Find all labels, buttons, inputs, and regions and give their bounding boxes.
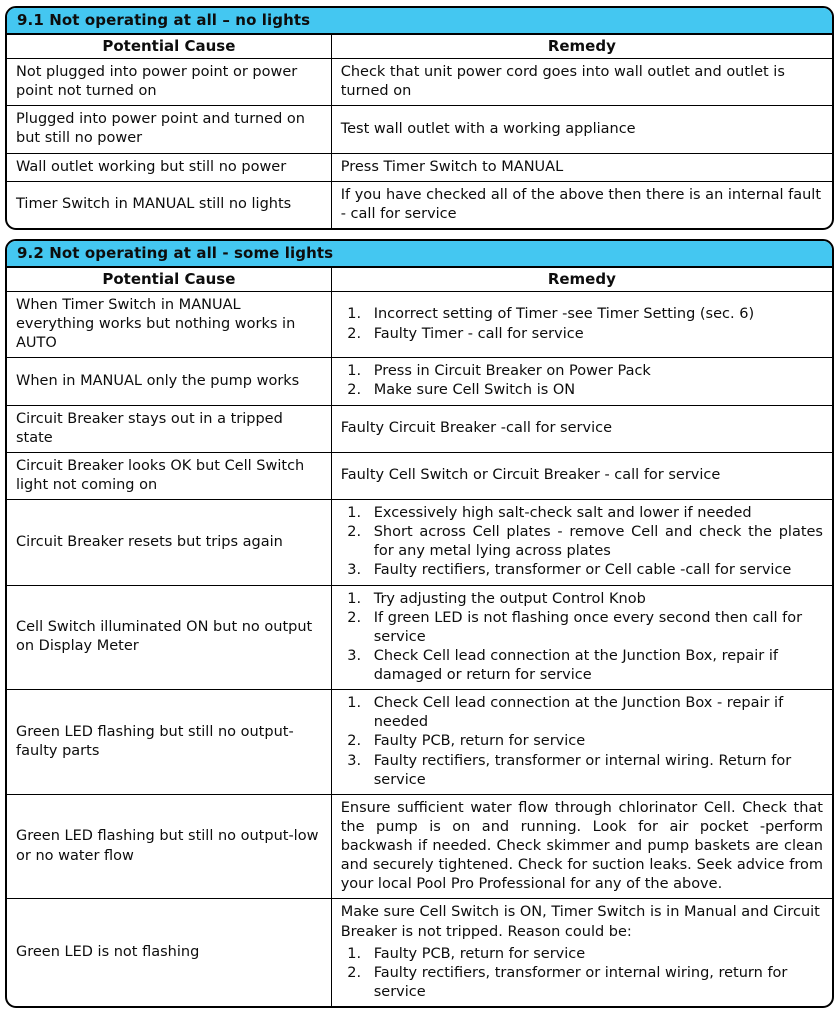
table-row bbox=[7, 794, 832, 899]
remedy-cell: Test wall outlet with a working appliance bbox=[331, 106, 832, 153]
remedy-item: 3. Faulty rectifiers, transformer or internal wiring. Return for service bbox=[366, 752, 823, 790]
cause-cell: Green LED flashing but still no output-low or no water flow bbox=[7, 794, 331, 899]
cause-cell: Timer Switch in MANUAL still no lights bbox=[7, 181, 331, 228]
remedy-item: 1. Excessively high salt-check salt and lower if needed bbox=[366, 504, 823, 523]
table-row bbox=[7, 405, 832, 452]
remedy-item: 2. If green LED is not flashing once every second then call for service bbox=[366, 609, 823, 647]
cause-cell: Plugged into power point and turned on but still no power bbox=[7, 106, 331, 153]
column-header-remedy: Remedy bbox=[331, 268, 832, 292]
remedy-list bbox=[341, 590, 823, 686]
section-9-1-title: 9.1 Not operating at all – no lights bbox=[7, 8, 832, 35]
remedy-cell bbox=[331, 690, 832, 795]
remedy-list bbox=[341, 305, 823, 343]
remedy-item: 2. Faulty rectifiers, transformer or internal wiring, return for service bbox=[366, 964, 823, 1002]
remedy-item: 1. Incorrect setting of Timer -see Timer Setting (sec. 6) bbox=[366, 305, 823, 324]
table-row bbox=[7, 585, 832, 690]
column-header-potential-cause: Potential Cause bbox=[7, 268, 331, 292]
remedy-item: 3. Check Cell lead connection at the Junction Box, repair if damaged or return for service bbox=[366, 647, 823, 685]
remedy-cell bbox=[331, 500, 832, 586]
remedy-cell bbox=[331, 899, 832, 1006]
remedy-cell bbox=[331, 291, 832, 357]
remedy-item: 1. Try adjusting the output Control Knob bbox=[366, 590, 823, 609]
cause-cell: Circuit Breaker resets but trips again bbox=[7, 500, 331, 586]
cause-cell: Not plugged into power point or power point not turned on bbox=[7, 59, 331, 106]
remedy-cell: Faulty Cell Switch or Circuit Breaker - call for service bbox=[331, 452, 832, 499]
remedy-item: 3. Faulty rectifiers, transformer or Cell cable -call for service bbox=[366, 561, 823, 580]
remedy-list bbox=[341, 362, 823, 400]
remedy-item: 2. Faulty PCB, return for service bbox=[366, 732, 823, 751]
column-header-remedy: Remedy bbox=[331, 35, 832, 59]
remedy-list bbox=[341, 694, 823, 790]
cause-cell: Wall outlet working but still no power bbox=[7, 153, 331, 181]
remedy-cell: Ensure sufficient water flow through chlorinator Cell. Check that the pump is on and running. Look for air pocket -perform backwash if needed. Check skimmer and pump baskets are clean and securely tightened. Check for suction leaks. Seek advice from your local Pool Pro Professional for any of the above. bbox=[331, 794, 832, 899]
remedy-cell: Faulty Circuit Breaker -call for service bbox=[331, 405, 832, 452]
remedy-item: 2. Short across Cell plates - remove Cell and check the plates for any metal lying across plates bbox=[366, 523, 823, 561]
remedy-item: 1. Faulty PCB, return for service bbox=[366, 945, 823, 964]
cause-cell: Green LED flashing but still no output-faulty parts bbox=[7, 690, 331, 795]
cause-cell: Green LED is not flashing bbox=[7, 899, 331, 1006]
remedy-item: 2. Make sure Cell Switch is ON bbox=[366, 381, 823, 400]
column-header-potential-cause: Potential Cause bbox=[7, 35, 331, 59]
cause-cell: When Timer Switch in MANUAL everything works but nothing works in AUTO bbox=[7, 291, 331, 357]
remedy-list bbox=[341, 945, 823, 1002]
table-row bbox=[7, 106, 832, 153]
table-row bbox=[7, 690, 832, 795]
remedy-cell: If you have checked all of the above then there is an internal fault - call for service bbox=[331, 181, 832, 228]
section-9-2 bbox=[5, 239, 834, 1008]
table-row bbox=[7, 358, 832, 405]
section-9-2-title: 9.2 Not operating at all - some lights bbox=[7, 241, 832, 268]
table-row bbox=[7, 59, 832, 106]
header-row bbox=[7, 35, 832, 59]
cause-cell: Circuit Breaker stays out in a tripped state bbox=[7, 405, 331, 452]
header-row bbox=[7, 268, 832, 292]
cause-cell: When in MANUAL only the pump works bbox=[7, 358, 331, 405]
table-row bbox=[7, 452, 832, 499]
table-row bbox=[7, 153, 832, 181]
remedy-item: 1. Check Cell lead connection at the Junction Box - repair if needed bbox=[366, 694, 823, 732]
cause-cell: Cell Switch illuminated ON but no output on Display Meter bbox=[7, 585, 331, 690]
table-row bbox=[7, 291, 832, 357]
remedy-cell bbox=[331, 585, 832, 690]
remedy-cell: Press Timer Switch to MANUAL bbox=[331, 153, 832, 181]
troubleshooting-table-9-2 bbox=[7, 268, 832, 1006]
remedy-list bbox=[341, 504, 823, 581]
remedy-item: 2. Faulty Timer - call for service bbox=[366, 325, 823, 344]
remedy-intro: Make sure Cell Switch is ON, Timer Switch is in Manual and Circuit Breaker is not tripped. Reason could be: bbox=[340, 904, 820, 940]
remedy-cell bbox=[331, 358, 832, 405]
table-row bbox=[7, 899, 832, 1006]
troubleshooting-table-9-1 bbox=[7, 35, 832, 228]
table-row bbox=[7, 181, 832, 228]
section-9-1 bbox=[5, 6, 834, 230]
remedy-item: 1. Press in Circuit Breaker on Power Pack bbox=[366, 362, 823, 381]
table-row bbox=[7, 500, 832, 586]
remedy-cell: Check that unit power cord goes into wall outlet and outlet is turned on bbox=[331, 59, 832, 106]
cause-cell: Circuit Breaker looks OK but Cell Switch light not coming on bbox=[7, 452, 331, 499]
